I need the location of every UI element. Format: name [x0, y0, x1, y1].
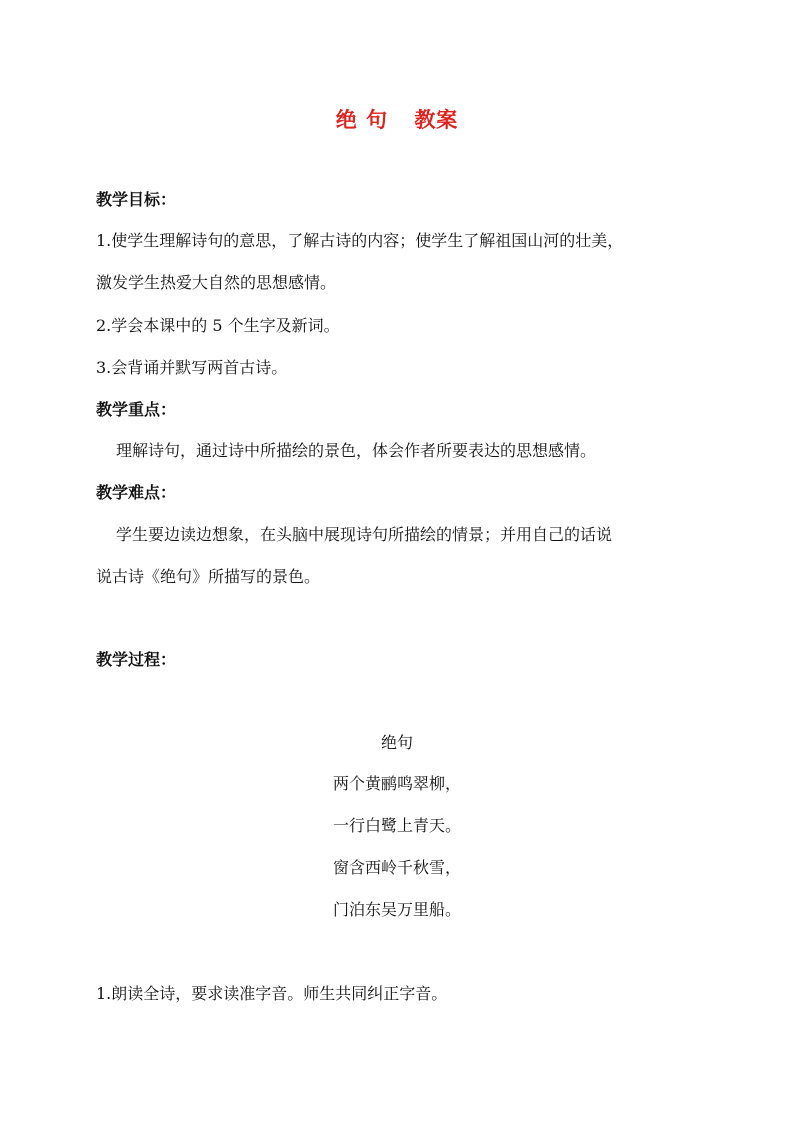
difficulties-line-2: 说古诗《绝句》所描写的景色。: [96, 567, 321, 586]
objective-2: 2.学会本课中的 5 个生字及新词。: [96, 316, 340, 335]
poem-line-3: 窗含西岭千秋雪，: [332, 858, 461, 877]
objectives-heading: 教学目标：: [96, 190, 177, 209]
difficulties-heading: 教学难点：: [96, 483, 177, 502]
difficulties-line-1: 学生要边读边想象，在头脑中展现诗句所描绘的情景；并用自己的话说: [116, 525, 613, 544]
poem-line-4: 门泊东吴万里船。: [332, 900, 461, 919]
objective-3: 3.会背诵并默写两首古诗。: [96, 358, 288, 377]
poem-line-1: 两个黄鹂鸣翠柳，: [332, 774, 461, 793]
key-points-heading: 教学重点：: [96, 400, 177, 419]
objective-1-line-2: 激发学生热爱大自然的思想感情。: [96, 273, 337, 292]
process-heading: 教学过程：: [96, 650, 177, 669]
document-title: [0, 104, 794, 134]
key-points-text: 理解诗句，通过诗中所描绘的景色，体会作者所要表达的思想感情。: [116, 441, 597, 460]
objective-1-line-1: 1.使学生理解诗句的意思，了解古诗的内容；使学生了解祖国山河的壮美，: [96, 231, 624, 250]
poem-line-2: 一行白鹭上青天。: [332, 816, 461, 835]
title-lesson-plan: 教案: [414, 108, 459, 132]
title-poem-name: 绝 句: [335, 108, 388, 132]
process-step-1: 1.朗读全诗，要求读准字音。师生共同纠正字音。: [96, 984, 448, 1003]
poem-title: 绝句: [380, 733, 413, 752]
